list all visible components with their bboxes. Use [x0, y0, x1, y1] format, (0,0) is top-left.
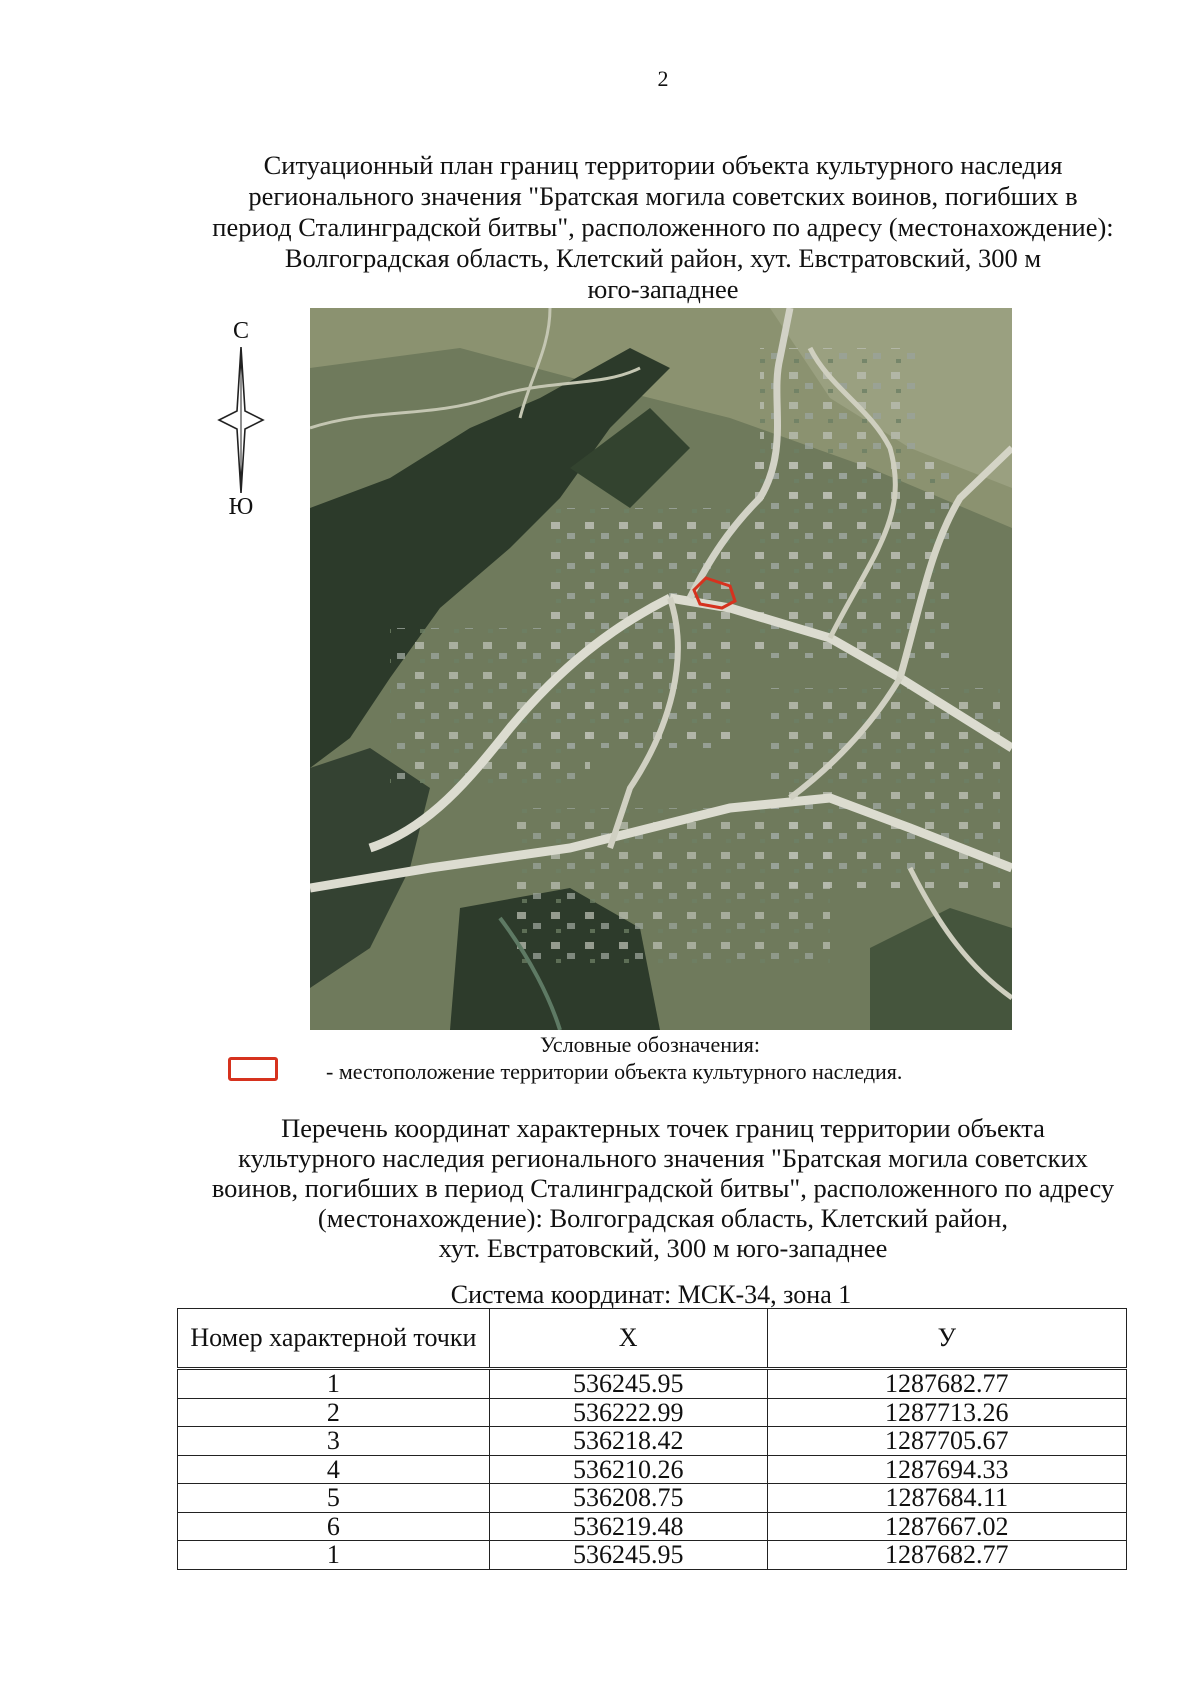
- plan-title-line: Ситуационный план границ территории объекта культурного наследия: [263, 150, 1063, 180]
- header-point-number: Номер характерной точки: [178, 1309, 490, 1369]
- legend-title: Условные обозначения:: [540, 1032, 761, 1057]
- compass-south-label: Ю: [228, 494, 254, 520]
- x-cell: 536245.95: [489, 1369, 767, 1399]
- compass-rose: [205, 318, 277, 528]
- table-row: [178, 1369, 1127, 1399]
- list-title-line: Перечень координат характерных точек границ территории объекта: [281, 1113, 1045, 1143]
- table-row: [178, 1455, 1127, 1484]
- coordinates-list-title: [150, 1113, 1176, 1263]
- y-cell: 1287682.77: [767, 1541, 1126, 1570]
- plan-title-line: период Сталинградской битвы", расположенного по адресу (местонахождение):: [212, 212, 1114, 242]
- plan-title-line: Волгоградская область, Клетский район, хут. Евстратовский, 300 м: [284, 243, 1042, 273]
- y-cell: 1287713.26: [767, 1398, 1126, 1427]
- page-number: 2: [657, 66, 669, 91]
- y-cell: 1287667.02: [767, 1512, 1126, 1541]
- point-number-cell: 1: [178, 1369, 490, 1399]
- point-number-cell: 1: [178, 1541, 490, 1570]
- point-number-cell: 4: [178, 1455, 490, 1484]
- table-row: [178, 1398, 1127, 1427]
- coordinates-table: [177, 1308, 1127, 1570]
- y-cell: 1287705.67: [767, 1427, 1126, 1456]
- list-title-line: воинов, погибших в период Сталинградской битвы", расположенного по адресу: [211, 1173, 1115, 1203]
- list-title-line: хут. Евстратовский, 300 м юго-западнее: [438, 1233, 888, 1263]
- x-cell: 536210.26: [489, 1455, 767, 1484]
- y-cell: 1287694.33: [767, 1455, 1126, 1484]
- table-row: [178, 1484, 1127, 1513]
- point-number-cell: 5: [178, 1484, 490, 1513]
- point-number-cell: 2: [178, 1398, 490, 1427]
- point-number-cell: 3: [178, 1427, 490, 1456]
- legend-boundary-swatch: [228, 1057, 278, 1081]
- plan-title-line: юго-западнее: [587, 274, 739, 304]
- list-title-line: (местонахождение): Волгоградская область, Клетский район,: [317, 1203, 1009, 1233]
- y-cell: 1287684.11: [767, 1484, 1126, 1513]
- satellite-map: [310, 308, 1012, 1030]
- legend-item-text: - местоположение территории объекта культурного наследия.: [326, 1059, 903, 1084]
- x-cell: 536222.99: [489, 1398, 767, 1427]
- table-header-row: [178, 1309, 1127, 1369]
- table-row: [178, 1427, 1127, 1456]
- table-row: [178, 1541, 1127, 1570]
- header-x: X: [489, 1309, 767, 1369]
- x-cell: 536245.95: [489, 1541, 767, 1570]
- plan-title-line: регионального значения "Братская могила советских воинов, погибших в: [248, 181, 1078, 211]
- y-cell: 1287682.77: [767, 1369, 1126, 1399]
- header-y: У: [767, 1309, 1126, 1369]
- x-cell: 536219.48: [489, 1512, 767, 1541]
- plan-title: [150, 150, 1176, 305]
- x-cell: 536208.75: [489, 1484, 767, 1513]
- point-number-cell: 6: [178, 1512, 490, 1541]
- coordinate-system-label: Система координат: МСК-34, зона 1: [450, 1280, 852, 1309]
- list-title-line: культурного наследия регионального значения "Братская могила советских: [238, 1143, 1088, 1173]
- compass-arrow-icon: [216, 345, 266, 495]
- x-cell: 536218.42: [489, 1427, 767, 1456]
- compass-north-label: С: [232, 318, 249, 344]
- table-row: [178, 1512, 1127, 1541]
